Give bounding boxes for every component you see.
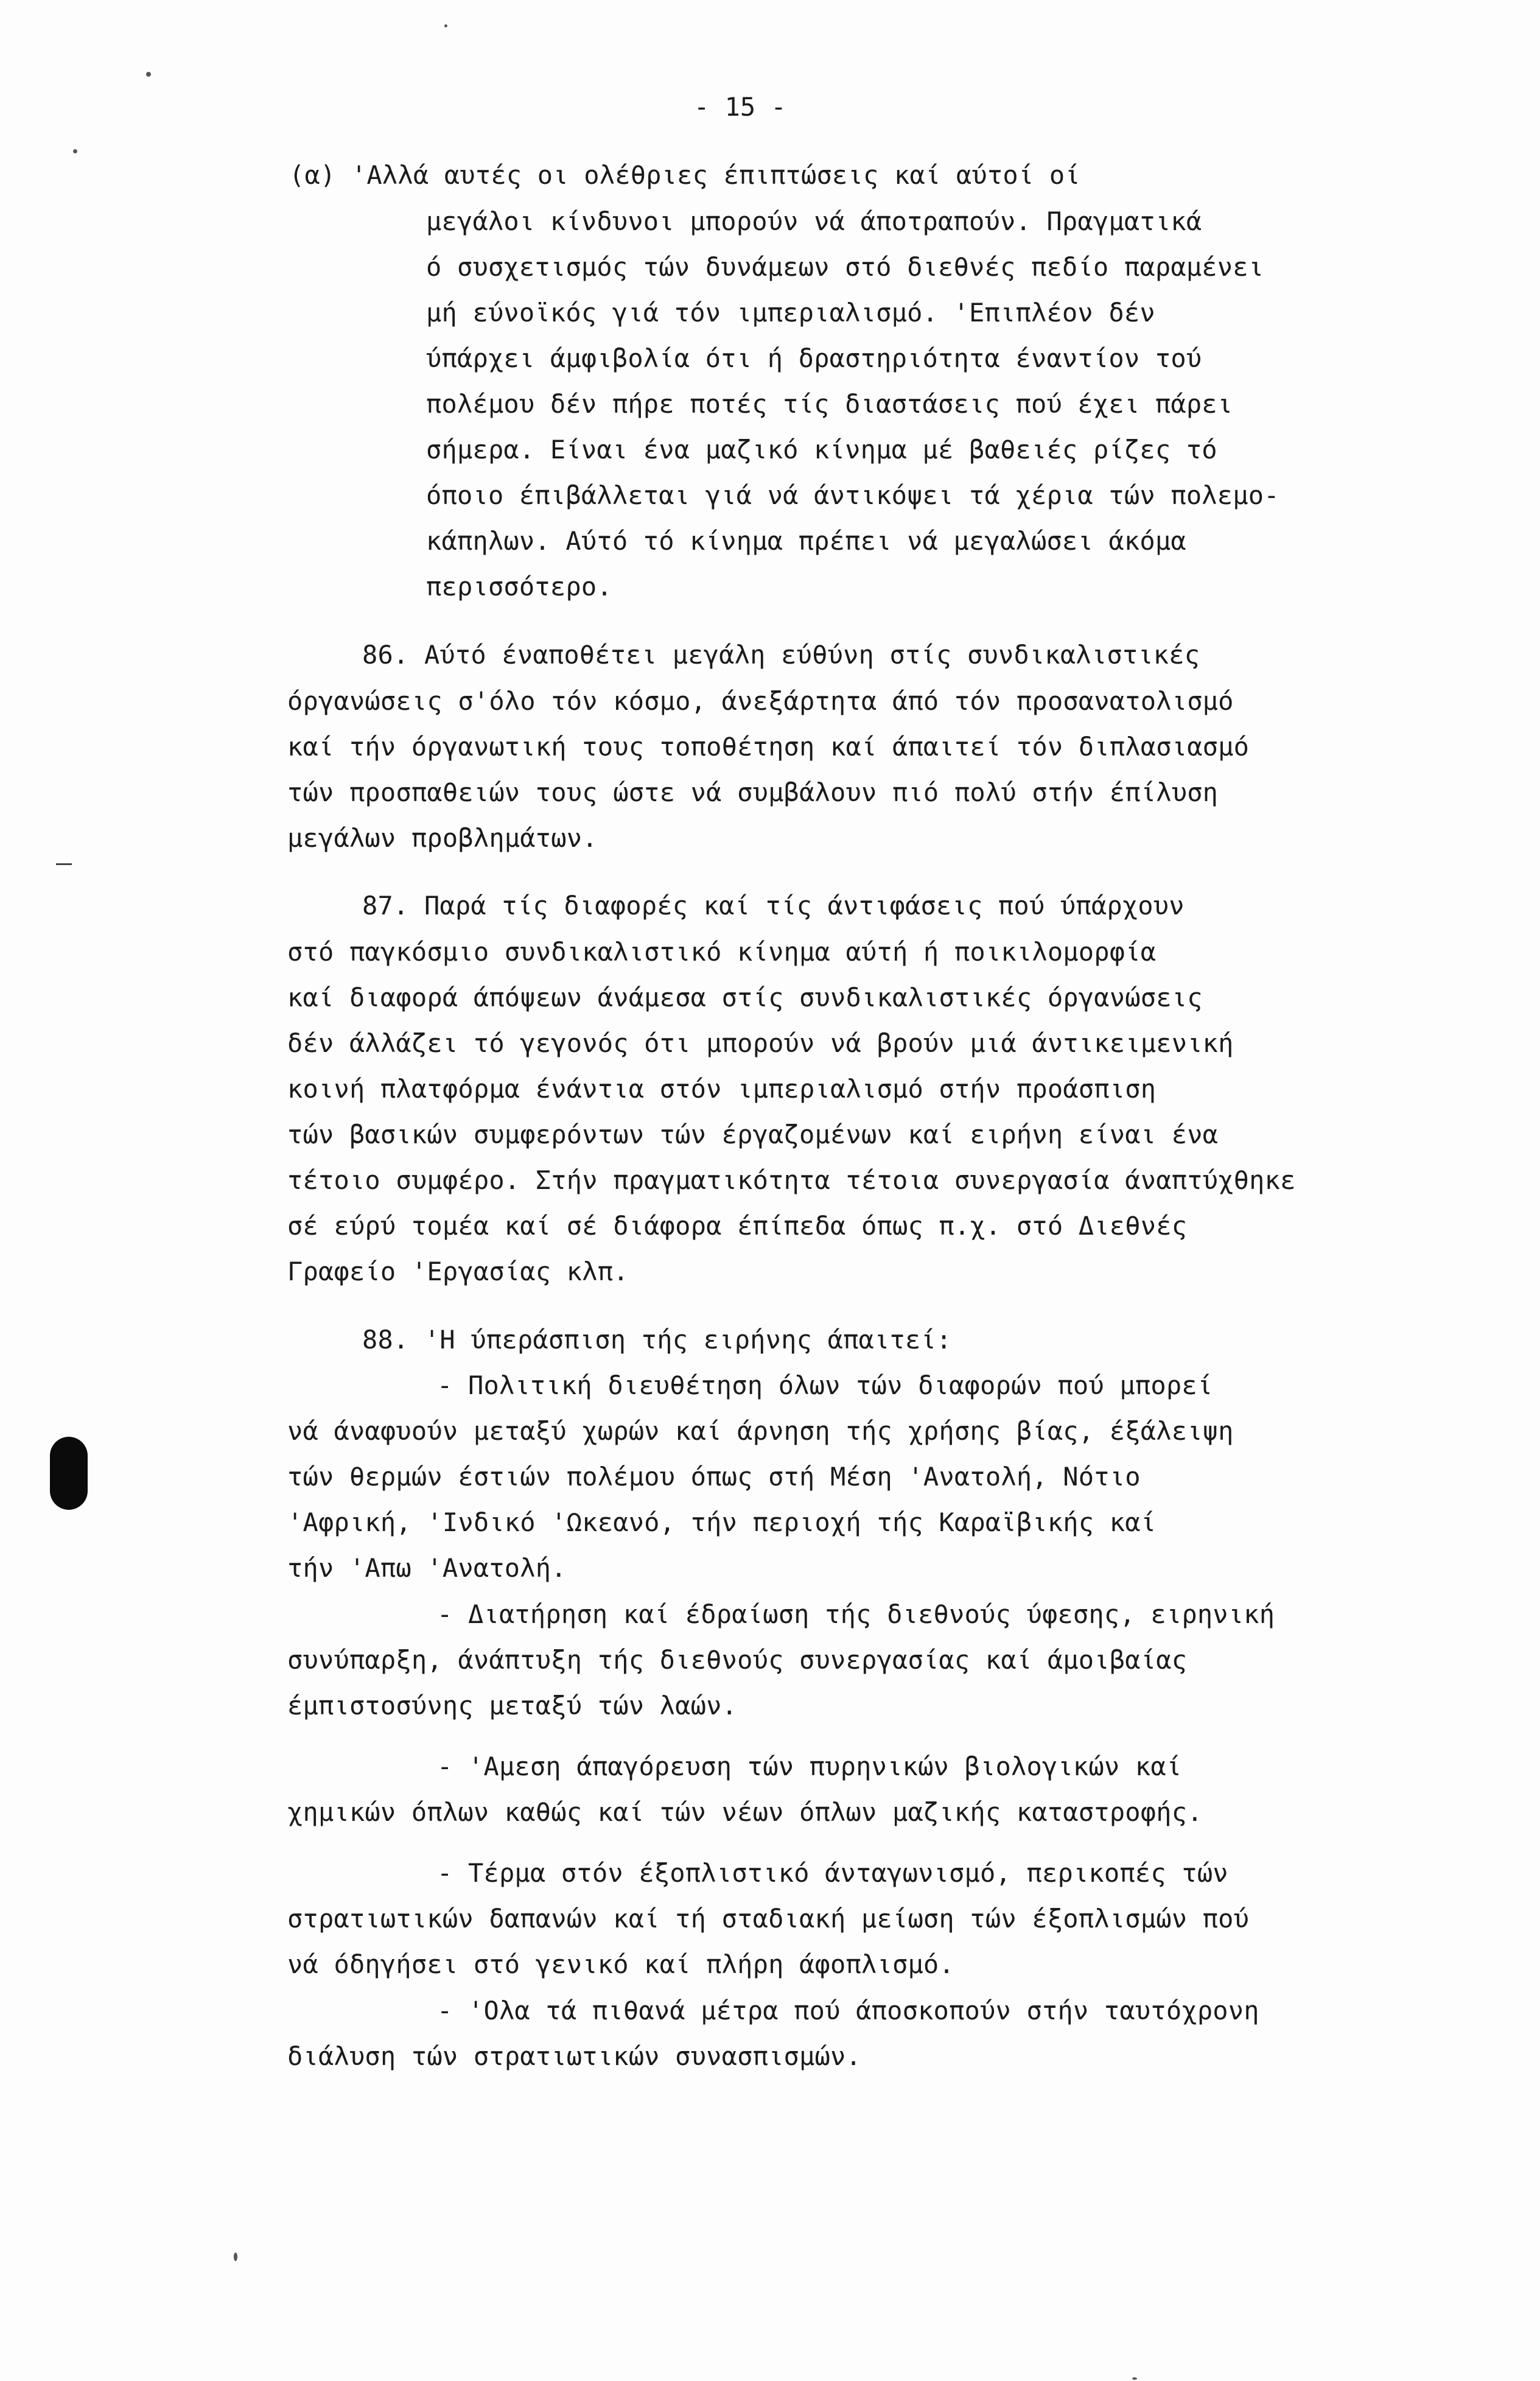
text-line: έμπιστοσύνης μεταξύ τών λαών. — [287, 1691, 738, 1720]
text-line: νά όδηγήσει στό γενικό καί πλήρη άφοπλισμό. — [287, 1949, 954, 1979]
hole-punch — [50, 1437, 88, 1510]
text-line: τών προσπαθειών τους ώστε νά συμβάλουν πιό πολύ στήν έπίλυση — [287, 777, 1219, 807]
text-line: τήν 'Απω 'Ανατολή. — [287, 1553, 567, 1583]
page-number: - 15 - — [694, 92, 786, 122]
text-line: διάλυση τών στρατιωτικών συνασπισμών. — [287, 2041, 861, 2071]
text-line: όποιο έπιβάλλεται γιά νά άντικόψει τά χέρια τών πολεμο- — [426, 480, 1279, 510]
text-line: 86. Αύτό έναποθέτει μεγάλη εύθύνη στίς συνδικαλιστικές — [362, 640, 1200, 670]
text-line: κάπηλων. Αύτό τό κίνημα πρέπει νά μεγαλώσει άκόμα — [426, 526, 1186, 556]
text-line: μή εύνοϊκός γιά τόν ιμπεριαλισμό. 'Επιπλέον δέν — [426, 298, 1155, 328]
text-line: χημικών όπλων καθώς καί τών νέων όπλων μαζικής καταστροφής. — [287, 1797, 1203, 1827]
text-line: 'Αφρική, 'Ινδικό 'Ωκεανό, τήν περιοχή τής Καραϊβικής καί — [287, 1507, 1157, 1537]
margin-mark — [56, 863, 72, 865]
text-line: 87. Παρά τίς διαφορές καί τίς άντιφάσεις πού ύπάρχουν — [362, 891, 1185, 920]
text-line: μεγάλοι κίνδυνοι μπορούν νά άποτραπούν. Πραγματικά — [426, 206, 1202, 236]
text-line: καί τήν όργανωτική τους τοποθέτηση καί άπαιτεί τόν διπλασιασμό — [287, 732, 1250, 762]
text-line: 88. 'Η ύπεράσπιση τής ειρήνης άπαιτεί: — [362, 1325, 952, 1355]
text-line: πολέμου δέν πήρε ποτές τίς διαστάσεις πού έχει πάρει — [426, 389, 1233, 419]
text-line: στό παγκόσμιο συνδικαλιστικό κίνημα αύτή ή ποικιλομορφία — [287, 937, 1157, 967]
text-line: τών θερμών έστιών πολέμου όπως στή Μέση 'Ανατολή, Νότιο — [287, 1462, 1141, 1492]
text-line: τέτοιο συμφέρο. Στήν πραγματικότητα τέτοια συνεργασία άναπτύχθηκε — [287, 1165, 1296, 1195]
text-line: - Τέρμα στόν έξοπλιστικό άνταγωνισμό, περικοπές τών — [437, 1858, 1228, 1888]
scan-speck — [444, 24, 447, 27]
scan-speck — [1132, 2377, 1137, 2380]
text-line: ύπάρχει άμφιβολία ότι ή δραστηριότητα έναντίον τού — [426, 343, 1202, 373]
text-line: σέ εύρύ τομέα καί σέ διάφορα έπίπεδα όπως π.χ. στό Διεθνές — [287, 1211, 1188, 1241]
text-line: όργανώσεις σ'όλο τόν κόσμο, άνεξάρτητα άπό τόν προσανατολισμό — [287, 686, 1234, 716]
text-line: νά άναφυούν μεταξύ χωρών καί άρνηση τής χρήσης βίας, έξάλειψη — [287, 1416, 1234, 1446]
scan-speck — [73, 149, 77, 153]
text-line: περισσότερο. — [426, 572, 612, 601]
text-line: κοινή πλατφόρμα ένάντια στόν ιμπεριαλισμό στήν προάσπιση — [287, 1074, 1157, 1104]
text-line: στρατιωτικών δαπανών καί τή σταδιακή μείωση τών έξοπλισμών πού — [287, 1904, 1250, 1934]
scan-speck — [234, 2253, 237, 2261]
text-line: ό συσχετισμός τών δυνάμεων στό διεθνές πεδίο παραμένει — [426, 252, 1264, 282]
text-line: δέν άλλάζει τό γεγονός ότι μπορούν νά βρούν μιά άντικειμενική — [287, 1028, 1234, 1058]
text-line: - 'Ολα τά πιθανά μέτρα πού άποσκοπούν στήν ταυτόχρονη — [437, 1996, 1259, 2025]
text-line: μεγάλων προβλημάτων. — [287, 823, 598, 853]
text-line: - Διατήρηση καί έδραίωση τής διεθνούς ύφεσης, ειρηνική — [437, 1599, 1275, 1629]
text-line: (α) 'Αλλά αυτές οι ολέθριες έπιπτώσεις καί αύτοί οί — [289, 160, 1080, 190]
text-line: - 'Αμεση άπαγόρευση τών πυρηνικών βιολογικών καί — [437, 1752, 1182, 1781]
text-line: καί διαφορά άπόψεων άνάμεσα στίς συνδικαλιστικές όργανώσεις — [287, 983, 1203, 1012]
text-line: τών βασικών συμφερόντων τών έργαζομένων καί ειρήνη είναι ένα — [287, 1120, 1219, 1149]
text-line: - Πολιτική διευθέτηση όλων τών διαφορών πού μπορεί — [437, 1370, 1213, 1400]
text-line: συνύπαρξη, άνάπτυξη τής διεθνούς συνεργασίας καί άμοιβαίας — [287, 1645, 1188, 1675]
text-line: Γραφείο 'Εργασίας κλπ. — [287, 1257, 629, 1286]
text-line: σήμερα. Είναι ένα μαζικό κίνημα μέ βαθειές ρίζες τό — [426, 435, 1217, 465]
scan-speck — [146, 72, 151, 77]
